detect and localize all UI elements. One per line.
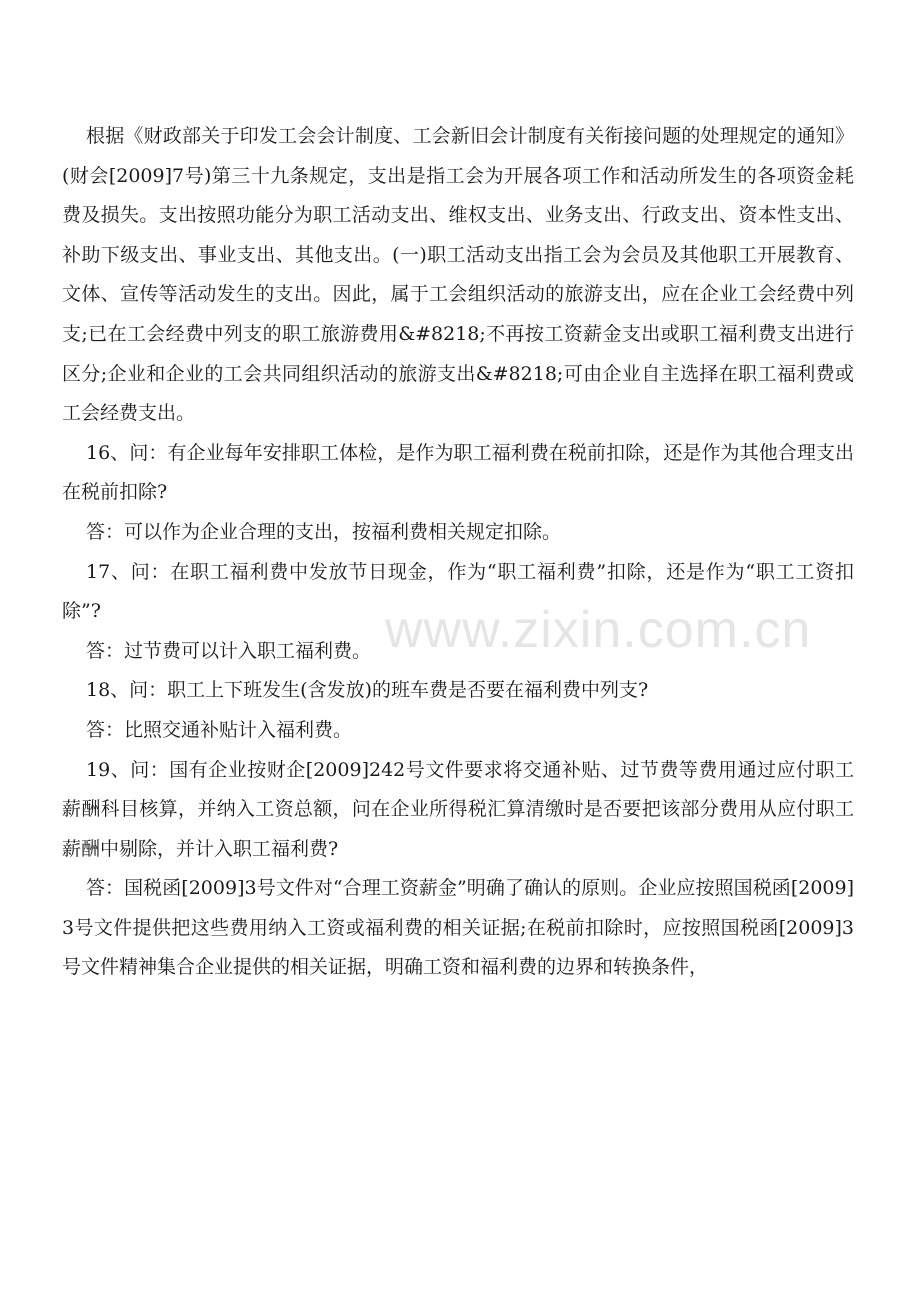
question-18: 18、问：职工上下班发生(含发放)的班车费是否要在福利费中列支? [86, 679, 649, 702]
answer-16: 答：可以作为企业合理的支出，按福利费相关规定扣除。 [86, 520, 562, 543]
paragraph-intro: 根据《财政部关于印发工会会计制度、工会新旧会计制度有关衔接问题的处理规定的通知》(财会[2009]7号)第三十九条规定，支出是指工会为开展各项工作和活动所发生的各项资金耗费及损失。支出按照功能分为职工活动支出、维权支出、业务支出、行政支出、资本性支出、补助下级支出、事业支出、其他支出。(一)职工活动支出指工会为会员及其他职工开展教育、文体、宣传等活动发生的支出。因此，属于工会组织活动的旅游支出，应在企业工会经费中列支;已在工会经费中列支的职工旅游费用&#8218;不再按工资薪金支出或职工福利费支出进行区分;企业和企业的工会共同组织活动的旅游支出&#8218;可由企业自主选择在职工福利费或工会经费支出。 [62, 125, 854, 425]
answer-19: 答：国税函[2009]3号文件对“合理工资薪金”明确了确认的原则。企业应按照国税函[2009]3号文件提供把这些费用纳入工资或福利费的相关证据;在税前扣除时，应按照国税函[2009]3号文件精神集合企业提供的相关证据，明确工资和福利费的边界和转换条件， [62, 877, 854, 979]
answer-18: 答：比照交通补贴计入福利费。 [86, 718, 353, 741]
question-16: 16、问：有企业每年安排职工体检，是作为职工福利费在税前扣除，还是作为其他合理支出在税前扣除? [62, 441, 854, 504]
question-19: 19、问：国有企业按财企[2009]242号文件要求将交通补贴、过节费等费用通过应付职工薪酬科目核算，并纳入工资总额，问在企业所得税汇算清缴时是否要把该部分费用从应付职工薪酬中剔除，并计入职工福利费? [62, 758, 854, 860]
question-17: 17、问：在职工福利费中发放节日现金，作为“职工福利费”扣除，还是作为“职工工资扣除”? [62, 560, 854, 623]
watermark: www.zixin.com.cn [385, 601, 812, 659]
document-body [62, 117, 854, 988]
answer-17: 答：过节费可以计入职工福利费。 [86, 639, 372, 662]
